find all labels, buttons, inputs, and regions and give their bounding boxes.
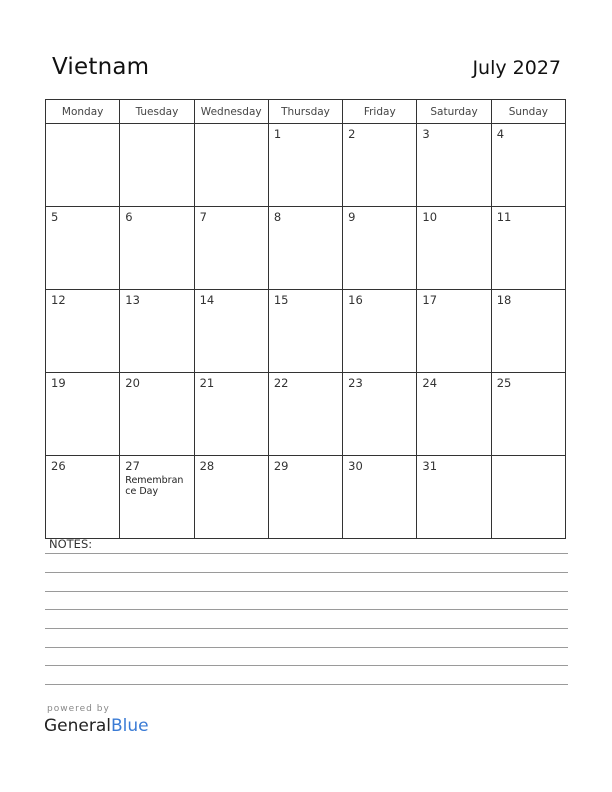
weekday-monday: Monday — [46, 100, 120, 124]
day-cell — [268, 290, 342, 373]
day-cell — [491, 373, 565, 456]
day-cell — [343, 124, 417, 207]
day-cell — [417, 373, 491, 456]
day-number: 26 — [51, 459, 66, 473]
day-cell — [268, 124, 342, 207]
day-number: 5 — [51, 210, 59, 224]
day-number: 17 — [422, 293, 438, 307]
day-cell — [194, 456, 268, 539]
day-number: 23 — [348, 376, 363, 390]
notes-label: NOTES: — [49, 537, 93, 551]
week-row — [46, 290, 566, 373]
note-line — [45, 572, 568, 573]
day-cell — [46, 290, 120, 373]
day-number: 1 — [273, 127, 282, 141]
weekday-sunday: Sunday — [491, 100, 565, 124]
day-number: 25 — [496, 376, 512, 390]
day-cell — [491, 207, 565, 290]
day-number: 9 — [348, 210, 356, 224]
generalblue-logo — [44, 716, 149, 736]
day-number: 10 — [422, 210, 438, 224]
country-title: Vietnam — [52, 54, 150, 80]
day-cell — [120, 124, 194, 207]
holiday-label: Remembrance Day — [125, 475, 184, 497]
week-row — [46, 373, 566, 456]
day-cell — [417, 290, 491, 373]
calendar-grid — [45, 99, 566, 539]
note-line — [45, 553, 568, 554]
day-cell — [268, 373, 342, 456]
day-number: 24 — [422, 376, 438, 390]
day-number: 31 — [422, 459, 438, 473]
day-number: 6 — [125, 210, 133, 224]
day-cell — [491, 124, 565, 207]
day-cell — [46, 456, 120, 539]
day-number: 20 — [125, 376, 140, 390]
day-number: 29 — [273, 459, 289, 473]
day-cell — [343, 456, 417, 539]
week-row — [46, 207, 566, 290]
day-cell — [46, 207, 120, 290]
day-number: 27 — [125, 459, 140, 473]
day-number: 13 — [125, 293, 140, 307]
month-title: July 2027 — [472, 57, 561, 79]
day-number: 18 — [496, 293, 512, 307]
weekday-wednesday: Wednesday — [194, 100, 268, 124]
week-row — [46, 124, 566, 207]
day-cell — [268, 456, 342, 539]
day-number: 8 — [273, 210, 282, 224]
day-number: 3 — [422, 127, 430, 141]
logo-blue: Blue — [111, 716, 149, 736]
note-line — [45, 591, 568, 592]
logo-general: General — [44, 716, 111, 736]
day-number: 2 — [348, 127, 356, 141]
day-number: 28 — [199, 459, 215, 473]
day-number: 21 — [199, 376, 215, 390]
day-cell — [343, 373, 417, 456]
weekday-saturday: Saturday — [417, 100, 491, 124]
weekday-tuesday: Tuesday — [120, 100, 194, 124]
day-cell — [120, 456, 194, 539]
day-cell — [491, 290, 565, 373]
day-cell — [417, 207, 491, 290]
day-number: 14 — [199, 293, 215, 307]
day-cell — [194, 124, 268, 207]
day-cell — [491, 456, 565, 539]
day-cell — [194, 373, 268, 456]
day-cell — [46, 124, 120, 207]
day-cell — [343, 290, 417, 373]
powered-by-text: powered by — [47, 704, 110, 714]
note-line — [45, 684, 568, 685]
day-cell — [417, 124, 491, 207]
week-row — [46, 456, 566, 539]
day-cell — [194, 207, 268, 290]
day-number: 4 — [496, 127, 505, 141]
day-cell — [120, 290, 194, 373]
day-cell — [120, 373, 194, 456]
day-number: 15 — [273, 293, 289, 307]
day-cell — [120, 207, 194, 290]
weekday-friday: Friday — [343, 100, 417, 124]
note-line — [45, 628, 568, 629]
note-line — [45, 665, 568, 666]
day-cell — [343, 207, 417, 290]
day-number: 11 — [496, 210, 512, 224]
day-number: 19 — [51, 376, 66, 390]
day-number: 12 — [51, 293, 66, 307]
weekday-thursday: Thursday — [268, 100, 342, 124]
day-cell — [268, 207, 342, 290]
note-line — [45, 647, 568, 648]
day-cell — [46, 373, 120, 456]
day-number: 16 — [348, 293, 363, 307]
day-number: 30 — [348, 459, 363, 473]
note-line — [45, 609, 568, 610]
day-cell — [194, 290, 268, 373]
day-number: 7 — [199, 210, 207, 224]
day-cell — [417, 456, 491, 539]
weekday-header-row — [46, 100, 566, 124]
day-number: 22 — [273, 376, 289, 390]
